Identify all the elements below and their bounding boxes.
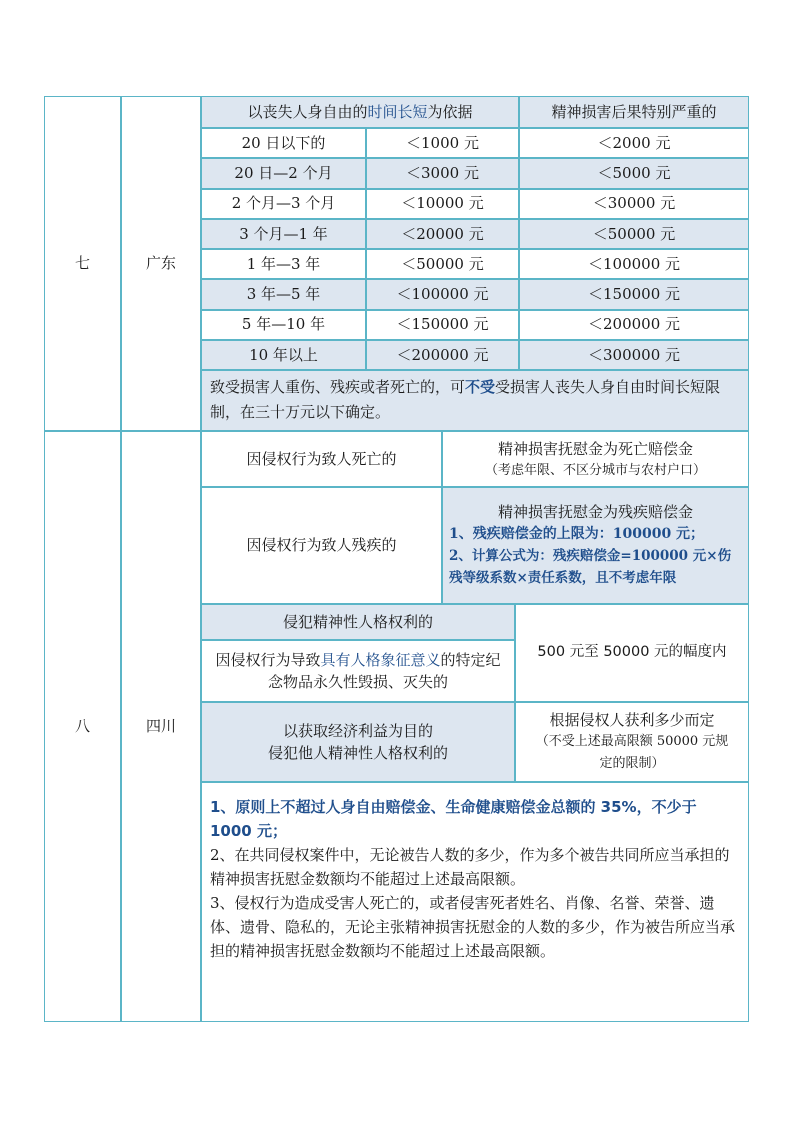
period-cell: 3 年—5 年 [201,279,366,309]
row7-header-severe: 精神损害后果特别严重的 [519,96,749,128]
row8-region: 四川 [121,431,201,1022]
period-cell: 10 年以上 [201,340,366,370]
death-rule-note: （考虑年限、不区分城市与农村户口） [484,462,706,478]
disability-point-1: 1、残疾赔偿金的上限为：100000 元； [449,525,705,542]
note-text: 致受损害人重伤、残疾或者死亡的，可 [210,378,466,396]
profit-case-line1: 以获取经济利益为目的 [282,721,433,740]
disability-rule [442,487,749,604]
row8-note-3: 3、侵权行为造成受害人死亡的，或者侵害死者姓名、肖像、名誉、荣誉、遗体、遗骨、隐私的，无论主张精神损害抚慰金的人数的多少，作为被告所应当承担的精神损害抚慰金数额均不能超过上述最高限额。 [210,894,736,960]
compensation-table [44,96,749,1022]
normal-amount-cell: ＜100000 元 [366,279,519,309]
row7-number: 七 [44,96,121,431]
row7-header-period [201,96,519,128]
header-highlight: 时间长短 [367,102,428,121]
profit-case-line2: 侵犯他人精神性人格权利的 [267,744,448,762]
period-cell: 2 个月—3 个月 [201,189,366,219]
normal-amount-cell: ＜50000 元 [366,249,519,279]
row8-number: 八 [44,431,121,1022]
disability-point-2: 2、计算公式为：残疾赔偿金=100000 元×伤残等级系数×责任系数，且不考虑年限 [449,547,732,587]
normal-amount-cell: ＜20000 元 [366,219,519,249]
period-cell: 5 年—10 年 [201,310,366,340]
memorial-case-text [212,649,504,694]
normal-amount-cell: ＜200000 元 [366,340,519,370]
memorial-case [201,640,515,702]
death-case: 因侵权行为致人死亡的 [201,431,442,487]
header-text: 为依据 [427,102,473,121]
period-cell: 20 日—2 个月 [201,158,366,188]
range-amount: 500 元至 50000 元的幅度内 [515,604,749,702]
period-cell: 20 日以下的 [201,128,366,158]
disability-rule-text: 精神损害抚慰金为残疾赔偿金 [497,503,693,522]
profit-rule-text: 根据侵权人获利多少而定 [549,710,715,729]
profit-rule [515,702,749,782]
severe-amount-cell: ＜150000 元 [519,279,749,309]
memorial-text: 的特定纪念物品永久性毁损、灭失的 [267,650,501,691]
row7-region: 广东 [121,96,201,431]
normal-amount-cell: ＜150000 元 [366,310,519,340]
row8-note-1: 1、原则上不超过人身自由赔偿金、生命健康赔偿金总额的 35%，不少于 1000 元； [210,798,697,840]
severe-amount-cell: ＜100000 元 [519,249,749,279]
severe-amount-cell: ＜50000 元 [519,219,749,249]
spirit-case: 侵犯精神性人格权利的 [201,604,515,640]
row8-note-2: 2、在共同侵权案件中，无论被告人数的多少，作为多个被告共同所应当承担的精神损害抚慰金数额均不能超过上述最高限额。 [210,846,730,888]
normal-amount-cell: ＜3000 元 [366,158,519,188]
header-text: 以丧失人身自由的 [247,102,368,121]
death-rule [442,431,749,487]
memorial-highlight: 具有人格象征意义 [320,650,441,669]
period-cell: 3 个月—1 年 [201,219,366,249]
severe-amount-cell: ＜300000 元 [519,340,749,370]
row8-notes [201,782,749,1022]
memorial-text: 因侵权行为导致 [215,650,321,669]
severe-amount-cell: ＜5000 元 [519,158,749,188]
severe-amount-cell: ＜200000 元 [519,310,749,340]
row7-note-text [210,375,740,425]
note-text: 受损害人丧失人身自由时间长短限制，在三十万元以下确定。 [210,378,721,421]
normal-amount-cell: ＜10000 元 [366,189,519,219]
severe-amount-cell: ＜2000 元 [519,128,749,158]
profit-rule-note: （不受上述最高限额 50000 元规定的限制） [535,734,729,772]
normal-amount-cell: ＜1000 元 [366,128,519,158]
row7-note [201,370,749,431]
profit-case [201,702,515,782]
death-rule-text: 精神损害抚慰金为死亡赔偿金 [497,440,693,458]
period-cell: 1 年—3 年 [201,249,366,279]
disability-case: 因侵权行为致人残疾的 [201,487,442,604]
severe-amount-cell: ＜30000 元 [519,189,749,219]
note-highlight: 不受 [465,378,496,396]
